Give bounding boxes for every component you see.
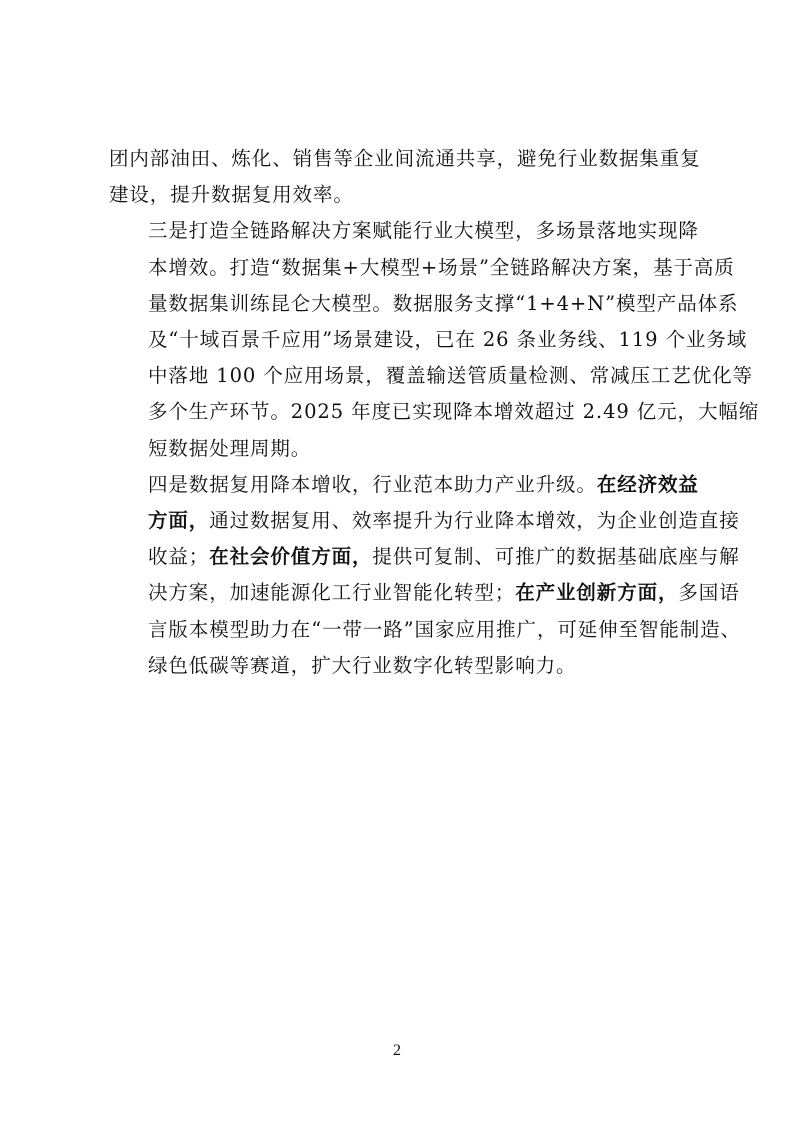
text-line: 建设，提升数据复用效率。: [109, 183, 354, 207]
paragraph-full-chain-solution: [109, 213, 760, 466]
text-line: [109, 575, 740, 611]
text-line: [109, 467, 699, 503]
text-line: 本增效。打造“数据集+大模型+场景”全链路解决方案，基于高质: [148, 255, 735, 279]
text-line: 绿色低碳等赛道，扩大行业数字化转型影响力。: [148, 653, 577, 677]
text-run: 多国语: [678, 581, 740, 605]
text-line: 团内部油田、炼化、销售等企业间流通共享，避免行业数据集重复: [109, 147, 701, 170]
bold-heading-innovation: 在产业创新方面，: [515, 581, 679, 605]
text-line: 量数据集训练昆仑大模型。数据服务支撑“1+4+N”模型产品体系: [148, 291, 739, 315]
text-line: 三是打造全链路解决方案赋能行业大模型，多场景落地实现降: [148, 219, 699, 243]
text-run: 通过数据复用、效率提升为行业降本增效，为企业创造直接: [209, 509, 740, 533]
text-line: 及“十域百景千应用”场景建设，已在 26 条业务线、119 个业务域: [148, 328, 748, 352]
body-text: [109, 141, 760, 684]
text-run: 收益；: [148, 545, 210, 569]
text-run: 提供可复制、可推广的数据基础底座与解: [372, 545, 740, 569]
text-line: 言版本模型助力在“一带一路”国家应用推广，可延伸至智能制造、: [148, 617, 741, 641]
paragraph-cost-reduction: [109, 467, 741, 684]
bold-heading-economic: 在经济效益: [596, 472, 699, 496]
text-line: 短数据处理周期。: [148, 436, 312, 460]
text-line: [109, 539, 740, 575]
page-number: 2: [393, 1042, 401, 1059]
text-line: 多个生产环节。2025 年度已实现降本增效超过 2.49 亿元，大幅缩: [148, 400, 760, 424]
text-line: [109, 503, 740, 539]
paragraph-continuation: [109, 141, 701, 213]
bold-heading-economic-cont: 方面，: [148, 509, 210, 533]
text-run: 决方案，加速能源化工行业智能化转型；: [148, 581, 516, 605]
text-run: 四是数据复用降本增收，行业范本助力产业升级。: [148, 472, 597, 496]
bold-heading-social: 在社会价值方面，: [209, 545, 373, 569]
text-line: 中落地 100 个应用场景，覆盖输送管质量检测、常减压工艺优化等: [148, 364, 753, 388]
